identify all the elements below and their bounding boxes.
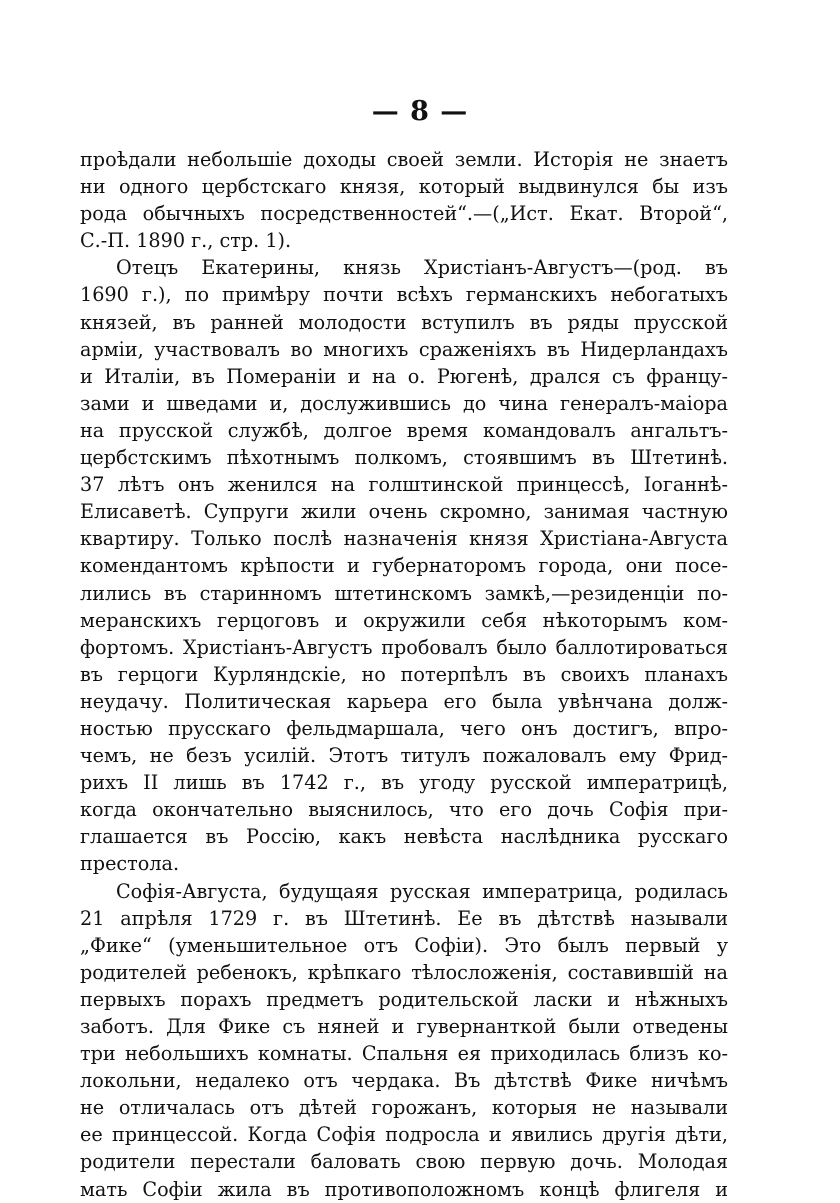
text-line: ее принцессой. Когда Софія подросла и явились другія дѣти, (80, 1123, 728, 1147)
text-line: неудачу. Политическая карьера его была увѣнчана долж- (80, 689, 728, 713)
text-line: ностью прусскаго фельдмаршала, чего онъ достигъ, впро- (80, 716, 728, 740)
text-line: Отецъ Екатерины, князь Христіанъ-Августъ—(род. въ (116, 256, 728, 280)
text-line: рода обычныхъ посредственностей“.—(„Ист. Екат. Второй“, (80, 202, 728, 226)
text-line: когда окончательно выяснилось, что его дочь Софія при- (80, 798, 728, 822)
text-line: фортомъ. Христіанъ-Августъ пробовалъ было баллотироваться (80, 635, 728, 659)
body-text (80, 146, 728, 1203)
text-line: лились въ старинномъ штетинскомъ замкѣ,—резиденціи по- (80, 581, 728, 605)
text-line: заботъ. Для Фике съ няней и гувернанткой были отведены (80, 1015, 728, 1038)
text-line: мать Софіи жила въ противоположномъ концѣ флигеля и (80, 1177, 728, 1201)
text-line: не отличалась отъ дѣтей горожанъ, которыя не называли (80, 1096, 728, 1120)
text-line: меранскихъ герцоговъ и окружили себя нѣкоторымъ ком- (80, 608, 728, 632)
text-line: князей, въ ранней молодости вступилъ въ ряды прусской (80, 310, 728, 334)
text-line: 21 апрѣля 1729 г. въ Штетинѣ. Ее въ дѣтствѣ называли (80, 906, 728, 930)
text-line: престола. (80, 852, 180, 876)
text-line: три небольшихъ комнаты. Спальня ея приходилась близъ ко- (80, 1042, 728, 1066)
text-line: 37 лѣтъ онъ женился на голштинской принцессѣ, Іоганнѣ- (80, 473, 728, 497)
text-line: и Италіи, въ Помераніи и на о. Рюгенѣ, дрался съ францу- (80, 364, 728, 388)
text-line: Софія-Августа, будущаяя русская императрица, родилась (116, 879, 728, 903)
text-line: Елисаветѣ. Супруги жили очень скромно, занимая частную (80, 500, 728, 524)
text-line: комендантомъ крѣпости и губернаторомъ города, они посе- (80, 554, 728, 578)
text-line: „Фике“ (уменьшительное отъ Софіи). Это былъ первый у (80, 933, 728, 957)
text-line: квартиру. Только послѣ назначенія князя Христіана-Августа (80, 527, 728, 551)
text-line: чемъ, не безъ усилій. Этотъ титулъ пожаловалъ ему Фрид- (80, 744, 728, 768)
page-number: — 8 — (371, 96, 469, 127)
text-line: арміи, участвовалъ во многихъ сраженіяхъ въ Нидерландахъ (80, 337, 728, 361)
text-line: зами и шведами и, дослужившись до чина генералъ-маіора (80, 391, 728, 415)
text-line: глашается въ Россію, какъ невѣста наслѣдника русскаго (80, 825, 728, 849)
text-line: цербстскимъ пѣхотнымъ полкомъ, стоявшимъ въ Штетинѣ. (80, 446, 728, 470)
text-line: первыхъ порахъ предметъ родительской ласки и нѣжныхъ (80, 987, 728, 1011)
text-line: С.-П. 1890 г., стр. 1). (80, 229, 292, 253)
text-line: родителей ребенокъ, крѣпкаго тѣлосложенія, составившій на (80, 960, 728, 984)
text-line: 1690 г.), по примѣру почти всѣхъ германскихъ небогатыхъ (80, 283, 728, 307)
text-line: проѣдали небольшіе доходы своей земли. Исторія не знаетъ (80, 148, 728, 171)
text-line: родители перестали баловать свою первую дочь. Молодая (80, 1150, 728, 1174)
text-line: локольни, недалеко отъ чердака. Въ дѣтствѣ Фике ничѣмъ (80, 1069, 728, 1093)
text-line: въ герцоги Курляндскіе, но потерпѣлъ въ своихъ планахъ (80, 662, 728, 686)
text-line: ни одного цербстскаго князя, который выдвинулся бы изъ (80, 175, 728, 199)
text-line: на прусской службѣ, долгое время командовалъ ангальтъ- (80, 418, 728, 442)
text-line: рихъ II лишь въ 1742 г., въ угоду русской императрицѣ, (80, 771, 728, 795)
